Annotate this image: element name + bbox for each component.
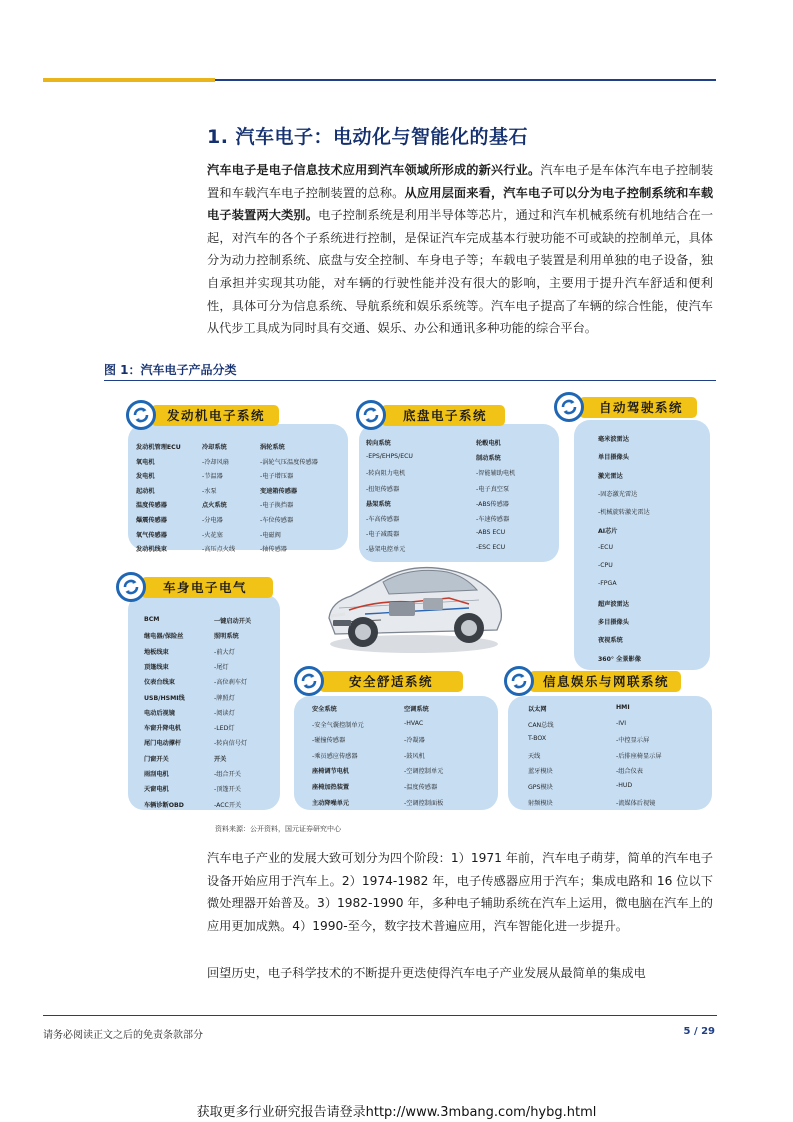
adas-items-item: 超声波雷达 xyxy=(598,600,629,608)
engine-col1-item: 温度传感器 xyxy=(136,502,167,510)
body-header xyxy=(116,572,273,602)
cycle-icon xyxy=(294,666,324,696)
safety-col2-item: -冷凝器 xyxy=(404,737,425,745)
intro-bold-1: 汽车电子是电子信息技术应用到汽车领域所形成的新兴行业。 xyxy=(207,163,541,177)
body-col2-item: -牌照灯 xyxy=(214,694,235,702)
adas-items-item: 多目摄像头 xyxy=(598,619,629,626)
infotainment-col1-item: 蓝牙模块 xyxy=(528,768,553,776)
cycle-icon xyxy=(126,400,156,430)
engine-col3-item: -电子增压器 xyxy=(260,473,294,481)
body-col2-item: -ACC开关 xyxy=(214,801,242,809)
chassis-col1-item: -悬架电控单元 xyxy=(366,546,406,554)
section-title: 1. 汽车电子：电动化与智能化的基石 xyxy=(207,126,529,148)
header-rule-blue xyxy=(215,79,716,81)
intro-paragraph xyxy=(207,159,713,340)
figure-caption: 图 1：汽车电子产品分类 xyxy=(104,363,237,377)
safety-col2-item: -空调控制面板 xyxy=(404,799,444,807)
footer-rule xyxy=(43,1015,717,1016)
safety-header xyxy=(294,666,463,696)
infotainment-col2-item: -IVI xyxy=(616,719,627,727)
safety-col2-item: -空调控制单元 xyxy=(404,768,444,776)
footer-disclaimer: 请务必阅读正文之后的免责条款部分 xyxy=(43,1030,203,1041)
adas-items-item: 夜视系统 xyxy=(598,637,623,645)
engine-col3-item: -电磁阀 xyxy=(260,531,281,539)
engine-col3-item: 变速箱传感器 xyxy=(260,487,298,495)
safety-col1-item: 安全系统 xyxy=(312,706,337,713)
engine-col3-item: -电子换挡器 xyxy=(260,502,294,510)
infotainment-col2-item: -后排座椅显示屏 xyxy=(616,752,662,760)
infotainment-col1-item: CAN总线 xyxy=(528,721,554,729)
body-col1-item: USB/HSMI线 xyxy=(144,694,185,702)
engine-col1-item: 氧电机 xyxy=(136,458,155,466)
body-col1-item: 车窗升降电机 xyxy=(144,725,182,733)
chassis-col1-item: -扭矩传感器 xyxy=(366,485,400,493)
intro-bold-2: 从应用层面来看，汽车电子可以分为电子控制系统和车载电子装置两大类别。 xyxy=(207,185,714,223)
body-col1-item: 天窗电机 xyxy=(144,786,169,794)
engine-header xyxy=(126,400,279,430)
infotainment-col1-item: 射频模块 xyxy=(528,799,553,807)
infotainment-col2-item: -流媒体后视镜 xyxy=(616,799,656,807)
engine-col1-item: 发动机线束 xyxy=(136,546,167,554)
chassis-col2-item: -ABS ECU xyxy=(476,529,506,537)
body-col1-item: 车辆诊断OBD xyxy=(144,801,184,809)
adas-panel xyxy=(574,420,710,670)
body-col2-item: -高位刹车灯 xyxy=(214,679,248,687)
engine-col2-item: -水泵 xyxy=(202,487,217,495)
body-col1-item: 顶篷线束 xyxy=(144,663,169,671)
chassis-col1-item: 悬架系统 xyxy=(366,500,391,508)
download-banner: 获取更多行业研究报告请登录http://www.3mbang.com/hybg.html xyxy=(196,1105,597,1120)
engine-col2-item: -高压点火线 xyxy=(202,546,236,554)
body-col2-item: -转向信号灯 xyxy=(214,740,248,748)
adas-items-item: 360° 全景影像 xyxy=(598,655,641,663)
cycle-icon xyxy=(116,572,146,602)
history-paragraph: 汽车电子产业的发展大致可划分为四个阶段：1）1971 年前，汽车电子萌芽，简单的汽车电子设备开始应用于汽车上。2）1974-1982 年，电子传感器应用于汽车；集成电路和 16 位以下微处理器开始普及。3）1982-1990 年，多种电子辅助系统在汽车上运用，微电脑在汽车上的应用更加成熟。4）1990-至今，数字技术普遍应用，汽车智能化进一步提升。 xyxy=(207,851,713,933)
body-col2-item: -LED灯 xyxy=(214,725,235,733)
chassis-col2-item: -ESC ECU xyxy=(476,544,506,552)
body-col2-item: 开关 xyxy=(214,755,227,763)
infotainment-col1-item: GPS模块 xyxy=(528,784,553,791)
safety-col2-item: 空调系统 xyxy=(404,706,429,713)
adas-items-item: 毫米波雷达 xyxy=(598,436,629,443)
engine-col1-item: 氧气传感器 xyxy=(136,531,167,539)
figure-source: 资料来源：公开资料，国元证券研究中心 xyxy=(215,825,341,833)
adas-items-item: 单目摄像头 xyxy=(598,454,629,462)
cycle-icon xyxy=(504,666,534,696)
engine-col3-item: 涡轮系统 xyxy=(260,444,285,451)
body-col1-item: 门窗开关 xyxy=(144,755,169,763)
adas-title: 自动驾驶系统 xyxy=(579,397,697,418)
engine-col2-item: -冷却风扇 xyxy=(202,458,229,466)
product-classification-figure xyxy=(104,384,716,816)
infotainment-col2-item: -组合仪表 xyxy=(616,768,643,776)
figure-rule xyxy=(104,380,716,381)
body-col2-item: -组合开关 xyxy=(214,771,241,778)
page-number: 5 / 29 xyxy=(683,1026,715,1037)
adas-items-item: -固态激光雷达 xyxy=(598,490,638,498)
body-col1-item: 雨刮电机 xyxy=(144,771,169,778)
engine-col2-item: 点火系统 xyxy=(202,502,227,510)
safety-col1-item: 座椅加热装置 xyxy=(312,784,350,791)
body-title: 车身电子电气 xyxy=(141,577,273,598)
body-col2-item: -尾灯 xyxy=(214,663,229,671)
intro-text-2: 电子控制系统是利用半导体等芯片，通过和汽车机械系统有机地结合在一起，对汽车的各个子系统进行控制，是保证汽车完成基本行驶功能不可或缺的控制单元，具体分为动力控制系统、底盘与安全控制、车身电子等；车载电子装置是利用单独的电子设备，独自承担并实现其功能，对车辆的行驶性能并没有很大的影响，主要用于提升汽车舒适和便利性，具体可分为信息系统、导航系统和娱乐系统等。汽车电子提高了车辆的综合性能，使汽车从代步工具成为同时具有交通、娱乐、办公和通讯多种功能的综合平台。 xyxy=(207,208,714,336)
body-col2-item: -顶篷开关 xyxy=(214,786,241,794)
body-col1-item: BCM xyxy=(144,616,160,623)
car-cutaway-illustration xyxy=(319,544,509,656)
engine-col3-item: -轴传感器 xyxy=(260,546,287,554)
body-col2-item: 照明系统 xyxy=(214,633,239,641)
engine-col2-item: 冷却系统 xyxy=(202,444,227,451)
safety-col2-item: -温度传感器 xyxy=(404,784,438,791)
safety-col2-item: -鼓风机 xyxy=(404,752,425,760)
infotainment-col2-item: -HUD xyxy=(616,782,633,789)
safety-col1-item: 主动降噪单元 xyxy=(312,799,350,807)
engine-title: 发动机电子系统 xyxy=(151,405,279,426)
body-col2-item: -前大灯 xyxy=(214,648,235,656)
safety-col1-item: 座椅调节电机 xyxy=(312,768,350,776)
adas-items-item: -机械旋转激光雷达 xyxy=(598,509,650,517)
infotainment-col2-item: -中控显示屏 xyxy=(616,737,650,745)
engine-col1-item: 发动机管理ECU xyxy=(136,444,181,451)
safety-col1-item: -乘员感应传感器 xyxy=(312,752,358,760)
infotainment-col1-item: 以太网 xyxy=(528,706,547,713)
cycle-icon xyxy=(554,392,584,422)
safety-col1-item: -碰撞传感器 xyxy=(312,737,346,745)
chassis-col2-item: -电子真空泵 xyxy=(476,485,510,493)
chassis-col1-item: -电子减震器 xyxy=(366,531,400,539)
chassis-col1-item: -车高传感器 xyxy=(366,516,400,523)
adas-items-item: -CPU xyxy=(598,562,613,570)
safety-col1-item: -安全气囊控制单元 xyxy=(312,721,364,729)
body-col1-item: 尾门电动撑杆 xyxy=(144,740,182,748)
body-col2-item: -阅读灯 xyxy=(214,709,235,717)
infotainment-col1-item: T-BOX xyxy=(528,735,547,743)
engine-col2-item: -节温器 xyxy=(202,473,223,481)
adas-header xyxy=(554,392,697,422)
infotainment-col1-item: 天线 xyxy=(528,752,541,760)
chassis-title: 底盘电子系统 xyxy=(381,405,505,426)
chassis-col2-item: 制动系统 xyxy=(476,455,501,463)
engine-col1-item: 发电机 xyxy=(136,473,155,481)
infotainment-col2-item: HMI xyxy=(616,704,630,711)
history-paragraph-continued: 回望历史，电子科学技术的不断提升更迭使得汽车电子产业发展从最简单的集成电 xyxy=(207,966,646,980)
cycle-icon xyxy=(356,400,386,430)
engine-col3-item: -车位传感器 xyxy=(260,517,294,524)
header-rule-gold xyxy=(43,78,215,82)
chassis-col1-item: -EPS/EHPS/ECU xyxy=(366,453,413,461)
chassis-col1-item: -转向阻力电机 xyxy=(366,470,406,478)
chassis-col2-item: -ABS传感器 xyxy=(476,500,509,508)
adas-items-item: -FPGA xyxy=(598,580,617,588)
body-col1-item: 地板线束 xyxy=(144,648,169,656)
safety-title: 安全舒适系统 xyxy=(319,671,463,692)
chassis-col2-item: 轮毂电机 xyxy=(476,440,501,447)
engine-col3-item: -涡轮气压温度传感器 xyxy=(260,458,318,466)
body-col1-item: 继电器/保险丝 xyxy=(144,633,184,641)
chassis-header xyxy=(356,400,505,430)
infotainment-title: 信息娱乐与网联系统 xyxy=(529,671,681,692)
chassis-col2-item: -车速传感器 xyxy=(476,516,510,523)
chassis-col2-item: -智能辅助电机 xyxy=(476,470,516,478)
safety-col2-item: -HVAC xyxy=(404,719,424,727)
engine-col2-item: -分电器 xyxy=(202,517,223,524)
infotainment-header xyxy=(504,666,681,696)
body-col1-item: 仪表台线束 xyxy=(144,679,175,687)
adas-items-item: -ECU xyxy=(598,543,613,551)
chassis-col1-item: 转向系统 xyxy=(366,440,391,447)
adas-items-item: AI芯片 xyxy=(598,527,618,535)
engine-col1-item: 爆震传感器 xyxy=(136,517,167,524)
body-col2-item: 一键启动开关 xyxy=(214,618,252,625)
engine-col1-item: 起动机 xyxy=(136,487,155,495)
body-col1-item: 电动后视镜 xyxy=(144,709,175,717)
intro-text-1: 汽车电子是车体汽车电子控制装置和车载汽车电子控制装置的总称。 xyxy=(207,163,714,200)
engine-col2-item: -火花塞 xyxy=(202,531,223,539)
adas-items-item: 激光雷达 xyxy=(598,472,623,480)
